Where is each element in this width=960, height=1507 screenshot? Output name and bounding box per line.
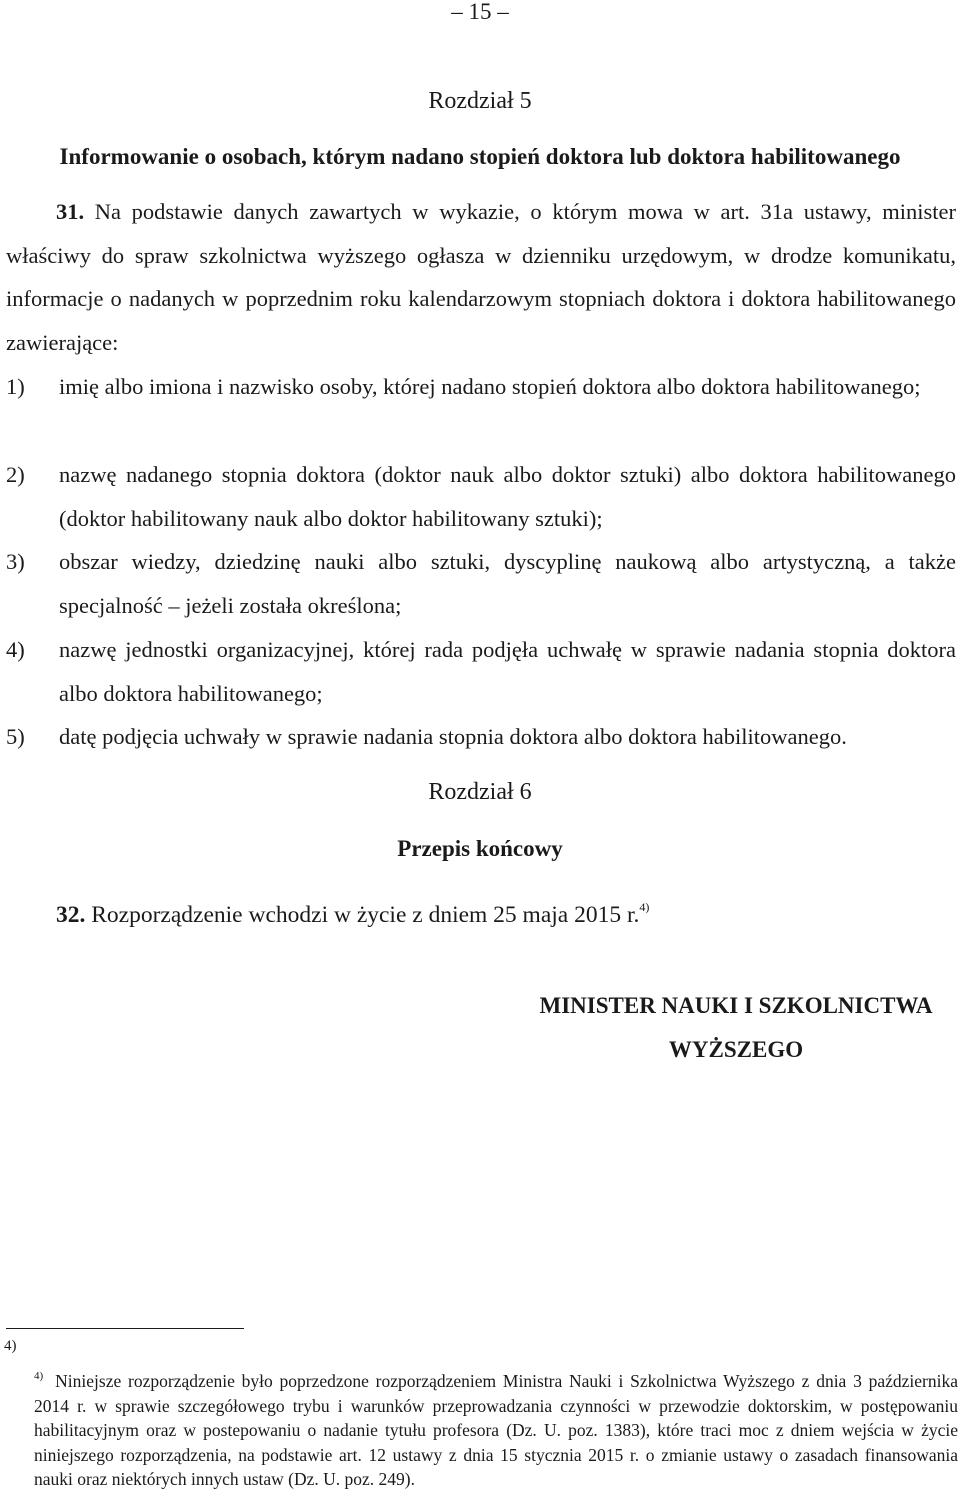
section-31-paragraph (6, 190, 956, 365)
list-item-number: 3) (6, 549, 25, 574)
list-item-number: 5) (6, 724, 25, 749)
page-number: – 15 – (451, 0, 509, 24)
list-item (6, 365, 956, 409)
footnote-marker: 4) (4, 1338, 17, 1354)
list-item (6, 628, 956, 715)
footnote-number: 4) (34, 1370, 44, 1382)
footnote-text: Niniejsze rozporządzenie było poprzedzone rozporządzeniem Ministra Nauki i Szkolnictwa Wyższego z dnia 3 października 2014 r. w sprawie szczegółowego trybu i warunków przeprowadzania czynności w przewodzie doktorskim, w postępowaniu habilitacyjnym oraz w postepowaniu o nadanie tytułu profesora (Dz. U. poz. 1383), które traci moc z dniem wejścia w życie niniejszego rozporządzenia, na podstawie art. 12 ustawy z dnia 15 stycznia 2015 r. o zmianie ustawy o zasadach finansowania nauki oraz niektórych innych ustaw (Dz. U. poz. 249). (34, 1371, 958, 1489)
chapter-5-heading: Rozdział 5 (428, 88, 532, 114)
chapter-5-title: Informowanie o osobach, którym nadano stopień doktora lub doktora habilitowanego (59, 144, 901, 169)
footnote-reference[interactable]: 4) (639, 900, 650, 914)
list-item-text: obszar wiedzy, dziedzinę nauki albo sztuki, dyscyplinę naukową albo artystyczną, a także specjalność – jeżeli została określona; (59, 549, 956, 618)
signature-line-2: WYŻSZEGO (668, 1037, 804, 1062)
list-item-number: 1) (6, 374, 25, 399)
chapter-6-title: Przepis końcowy (397, 836, 563, 861)
signature-line-1: MINISTER NAUKI I SZKOLNICTWA (539, 993, 933, 1018)
list-item (6, 453, 956, 540)
section-32-paragraph (56, 893, 649, 929)
list-item-text: nazwę nadanego stopnia doktora (doktor nauk albo doktor sztuki) albo doktora habilitowanego (doktor habilitowany nauk albo doktor habilitowany sztuki); (59, 462, 956, 531)
footnote-divider (6, 1328, 244, 1329)
list-item-number: 2) (6, 462, 25, 487)
chapter-6-heading: Rozdział 6 (428, 779, 532, 805)
section-32-text: Rozporządzenie wchodzi w życie z dniem 25 maja 2015 r. (91, 902, 640, 928)
list-item-text: imię albo imiona i nazwisko osoby, której nadano stopień doktora albo doktora habilitowanego; (59, 374, 921, 399)
list-item (6, 715, 956, 759)
list-item (6, 540, 956, 627)
footnote (34, 1364, 958, 1492)
list-item-text: datę podjęcia uchwały w sprawie nadania stopnia doktora albo doktora habilitowanego. (59, 724, 847, 749)
list-item-text: nazwę jednostki organizacyjnej, której rada podjęła uchwałę w sprawie nadania stopnia doktora albo doktora habilitowanego; (59, 637, 956, 706)
section-32-number: 32. (56, 902, 86, 928)
section-31-number: 31. (56, 199, 85, 224)
section-31-text: Na podstawie danych zawartych w wykazie, o którym mowa w art. 31a ustawy, minister właściwy do spraw szkolnictwa wyższego ogłasza w dzienniku urzędowym, w drodze komunikatu, informacje o nadanych w poprzednim roku kalendarzowym stopniach doktora i doktora habilitowanego zawierające: (6, 199, 956, 356)
list-item-number: 4) (6, 637, 25, 662)
